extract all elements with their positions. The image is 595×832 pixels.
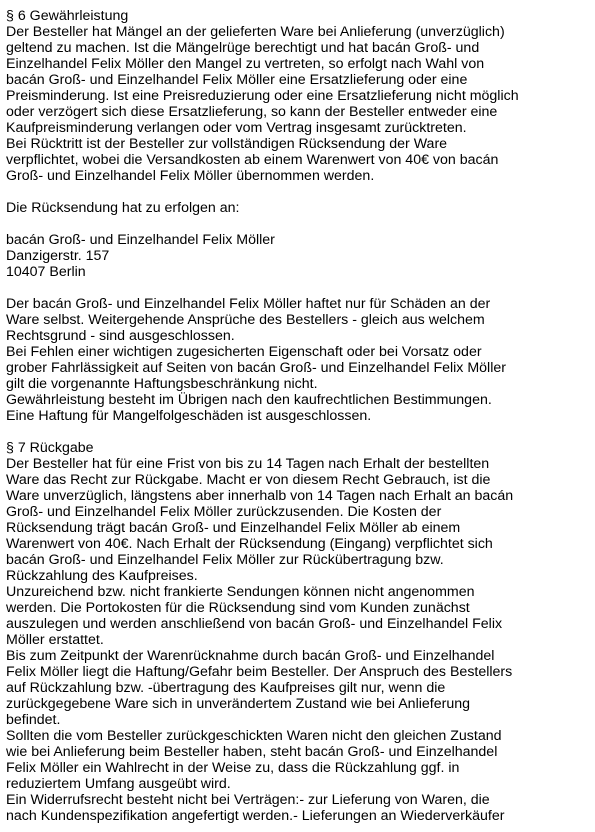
address-city: 10407 Berlin (6, 264, 86, 280)
section-6-gewaehrleistung (6, 8, 589, 424)
text-line: zurückgegebene Ware sich in unverändertem Zustand wie bei Anlieferung (6, 696, 470, 712)
text-line: Eine Haftung für Mangelfolgeschäden ist ausgeschlossen. (6, 408, 372, 424)
text-line: Bei Fehlen einer wichtigen zugesicherten Eigenschaft oder bei Vorsatz oder (6, 344, 482, 360)
text-line: Ware unverzüglich, längstens aber innerhalb von 14 Tagen nach Erhalt an bacán (6, 488, 514, 504)
section-heading: § 6 Gewährleistung (6, 8, 129, 24)
text-line: Felix Möller liegt die Haftung/Gefahr beim Besteller. Der Anspruch des Bestellers (6, 664, 513, 680)
text-line: Möller erstattet. (6, 632, 104, 648)
text-line: Felix Möller ein Wahlrecht in der Weise zu, dass die Rückzahlung ggf. in (6, 760, 460, 776)
text-line: Einzelhandel Felix Möller den Mangel zu vertreten, so erfolgt nach Wahl von (6, 56, 485, 72)
section-7-rueckgabe (6, 440, 589, 824)
paragraph-gap (6, 280, 589, 296)
text-line: nach Kundenspezifikation angefertigt werden.- Lieferungen an Wiederverkäufer (6, 808, 505, 824)
text-line: Warenwert von 40€. Nach Erhalt der Rücksendung (Eingang) verpflichtet sich (6, 536, 493, 552)
paragraph-gap (6, 184, 589, 200)
text-line: Unzureichend bzw. nicht frankierte Sendungen können nicht angenommen (6, 584, 475, 600)
text-line: Sollten die vom Besteller zurückgeschickten Waren nicht den gleichen Zustand (6, 728, 502, 744)
text-line: werden. Die Portokosten für die Rücksendung sind vom Kunden zunächst (6, 600, 470, 616)
text-line: Bis zum Zeitpunkt der Warenrücknahme durch bacán Groß- und Einzelhandel (6, 648, 495, 664)
text-line: auf Rückzahlung bzw. -übertragung des Kaufpreises gilt nur, wenn die (6, 680, 446, 696)
section-6-paragraph-1 (6, 24, 589, 184)
section-6-paragraph-2 (6, 296, 589, 424)
text-line: Der Besteller hat Mängel an der gelieferten Ware bei Anlieferung (unverzüglich) (6, 24, 505, 40)
text-line: Ein Widerrufsrecht besteht nicht bei Verträgen:- zur Lieferung von Waren, die (6, 792, 490, 808)
text-line: oder verzögert sich diese Ersatzlieferung, so kann der Besteller entweder eine (6, 104, 498, 120)
text-line: Groß- und Einzelhandel Felix Möller zurückzusenden. Die Kosten der (6, 504, 442, 520)
text-line: Preisminderung. Ist eine Preisreduzierung oder eine Ersatzlieferung nicht möglich (6, 88, 519, 104)
text-line: Rückzahlung des Kaufpreises. (6, 568, 198, 584)
section-heading: § 7 Rückgabe (6, 440, 94, 456)
text-line: reduziertem Umfang ausgeübt wird. (6, 776, 231, 792)
text-line: Groß- und Einzelhandel Felix Möller übernommen werden. (6, 168, 375, 184)
text-line: Rücksendung trägt bacán Groß- und Einzelhandel Felix Möller ab einem (6, 520, 461, 536)
paragraph-gap (6, 216, 589, 232)
text-line: Gewährleistung besteht im Übrigen nach den kaufrechtlichen Bestimmungen. (6, 392, 492, 408)
text-line: verpflichtet, wobei die Versandkosten ab einem Warenwert von 40€ von bacán (6, 152, 499, 168)
return-address (6, 232, 589, 280)
text-line: bacán Groß- und Einzelhandel Felix Möller eine Ersatzlieferung oder eine (6, 72, 468, 88)
text-line: Ware das Recht zur Rückgabe. Macht er von diesem Recht Gebrauch, ist die (6, 472, 491, 488)
text-line: gilt die vorgenannte Haftungsbeschränkung nicht. (6, 376, 318, 392)
text-line: Der Besteller hat für eine Frist von bis zu 14 Tagen nach Erhalt der bestellten (6, 456, 490, 472)
return-intro: Die Rücksendung hat zu erfolgen an: (6, 200, 240, 216)
text-line: wie bei Anlieferung beim Besteller haben, steht bacán Groß- und Einzelhandel (6, 744, 498, 760)
text-line: Rechtsgrund - sind ausgeschlossen. (6, 328, 235, 344)
text-line: auszulegen und werden anschließend von bacán Groß- und Einzelhandel Felix (6, 616, 503, 632)
text-line: befindet. (6, 712, 61, 728)
address-company: bacán Groß- und Einzelhandel Felix Möller (6, 232, 275, 248)
section-7-paragraph-1 (6, 456, 589, 824)
address-street: Danzigerstr. 157 (6, 248, 110, 264)
section-gap (6, 424, 589, 440)
text-line: Der bacán Groß- und Einzelhandel Felix Möller haftet nur für Schäden an der (6, 296, 491, 312)
text-line: Kaufpreisminderung verlangen oder vom Vertrag insgesamt zurücktreten. (6, 120, 467, 136)
text-line: grober Fahrlässigkeit auf Seiten von bacán Groß- und Einzelhandel Felix Möller (6, 360, 506, 376)
text-line: bacán Groß- und Einzelhandel Felix Möller zur Rückübertragung bzw. (6, 552, 444, 568)
text-line: Bei Rücktritt ist der Besteller zur vollständigen Rücksendung der Ware (6, 136, 448, 152)
text-line: geltend zu machen. Ist die Mängelrüge berechtigt und hat bacán Groß- und (6, 40, 480, 56)
text-line: Ware selbst. Weitergehende Ansprüche des Bestellers - gleich aus welchem (6, 312, 485, 328)
